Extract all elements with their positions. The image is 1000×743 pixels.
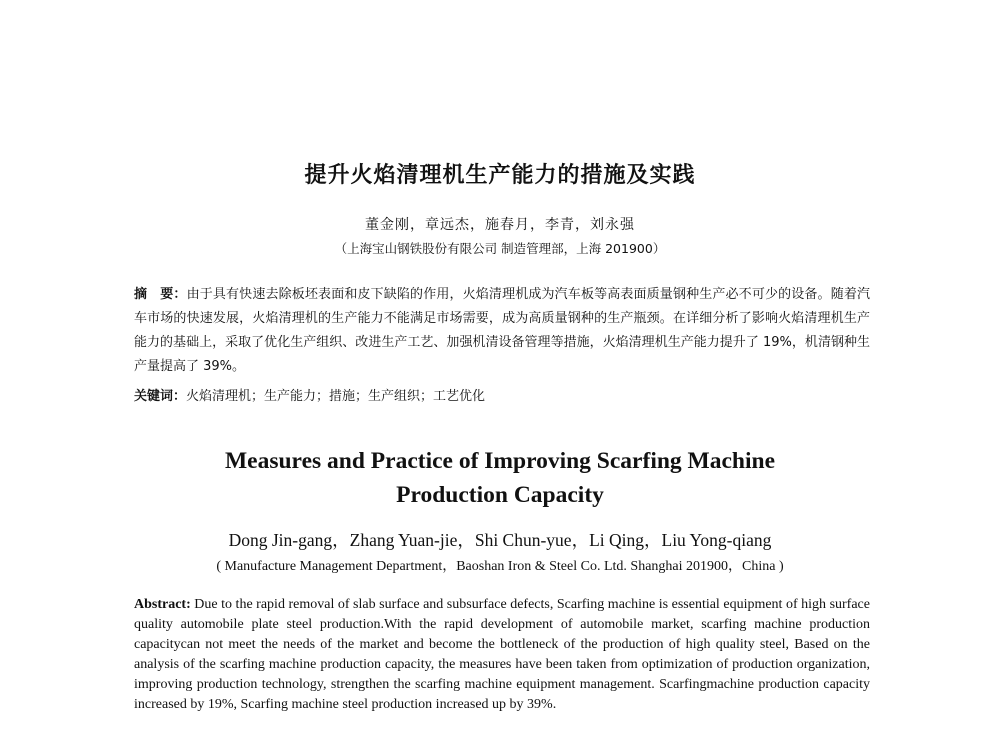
chinese-abstract-text: 由于具有快速去除板坯表面和皮下缺陷的作用，火焰清理机成为汽车板等高表面质量钢种生产必不可少的设备。随着汽车市场的快速发展，火焰清理机的生产能力不能满足市场需要，成为高质量钢种的生产瓶颈。在详细分析了影响火焰清理机生产能力的基础上，采取了优化生产组织、改进生产工艺、加强机清设备管理等措施，火焰清理机生产能力提升了 19%，机清钢种生产量提高了 39%。 bbox=[134, 287, 870, 374]
english-abstract-text: Due to the rapid removal of slab surface and subsurface defects, Scarfing machine is essential equipment of high surface quality automobile plate steel production.With the rapid development of automobile market, scarfing machine production capacitycan not meet the needs of the market and become the bottleneck of the production of high quality steel, Based on the analysis of the scarfing machine production capacity, the measures have been taken from optimization of production organization, improving production technology, strengthen the scarfing machine equipment management. Scarfingmachine production capacity increased by 19%, Scarfing machine steel production increased up by 39%. bbox=[134, 597, 870, 712]
english-title bbox=[150, 444, 850, 512]
english-title-line-1: Measures and Practice of Improving Scarfing Machine bbox=[224, 448, 775, 474]
chinese-affiliation: （上海宝山钢铁股份有限公司 制造管理部，上海 201900） bbox=[334, 241, 666, 256]
chinese-keywords bbox=[134, 387, 870, 407]
chinese-abstract bbox=[134, 283, 870, 379]
english-affiliation: ( Manufacture Management Department，Baoshan Iron & Steel Co. Ltd. Shanghai 201900，China ) bbox=[216, 559, 784, 574]
english-title-line-2: Production Capacity bbox=[396, 482, 604, 508]
chinese-authors: 董金刚，章远杰，施春月，李青，刘永强 bbox=[365, 217, 635, 233]
english-abstract-label: Abstract: bbox=[134, 597, 191, 612]
chinese-abstract-label: 摘 要： bbox=[134, 287, 187, 302]
chinese-keywords-label: 关键词： bbox=[134, 389, 187, 404]
chinese-title: 提升火焰清理机生产能力的措施及实践 bbox=[304, 163, 696, 188]
chinese-keywords-text: 火焰清理机；生产能力；措施；生产组织；工艺优化 bbox=[186, 389, 486, 404]
english-authors: Dong Jin-gang，Zhang Yuan-jie，Shi Chun-yue，Li Qing，Liu Yong-qiang bbox=[228, 530, 772, 550]
english-abstract bbox=[134, 595, 870, 715]
